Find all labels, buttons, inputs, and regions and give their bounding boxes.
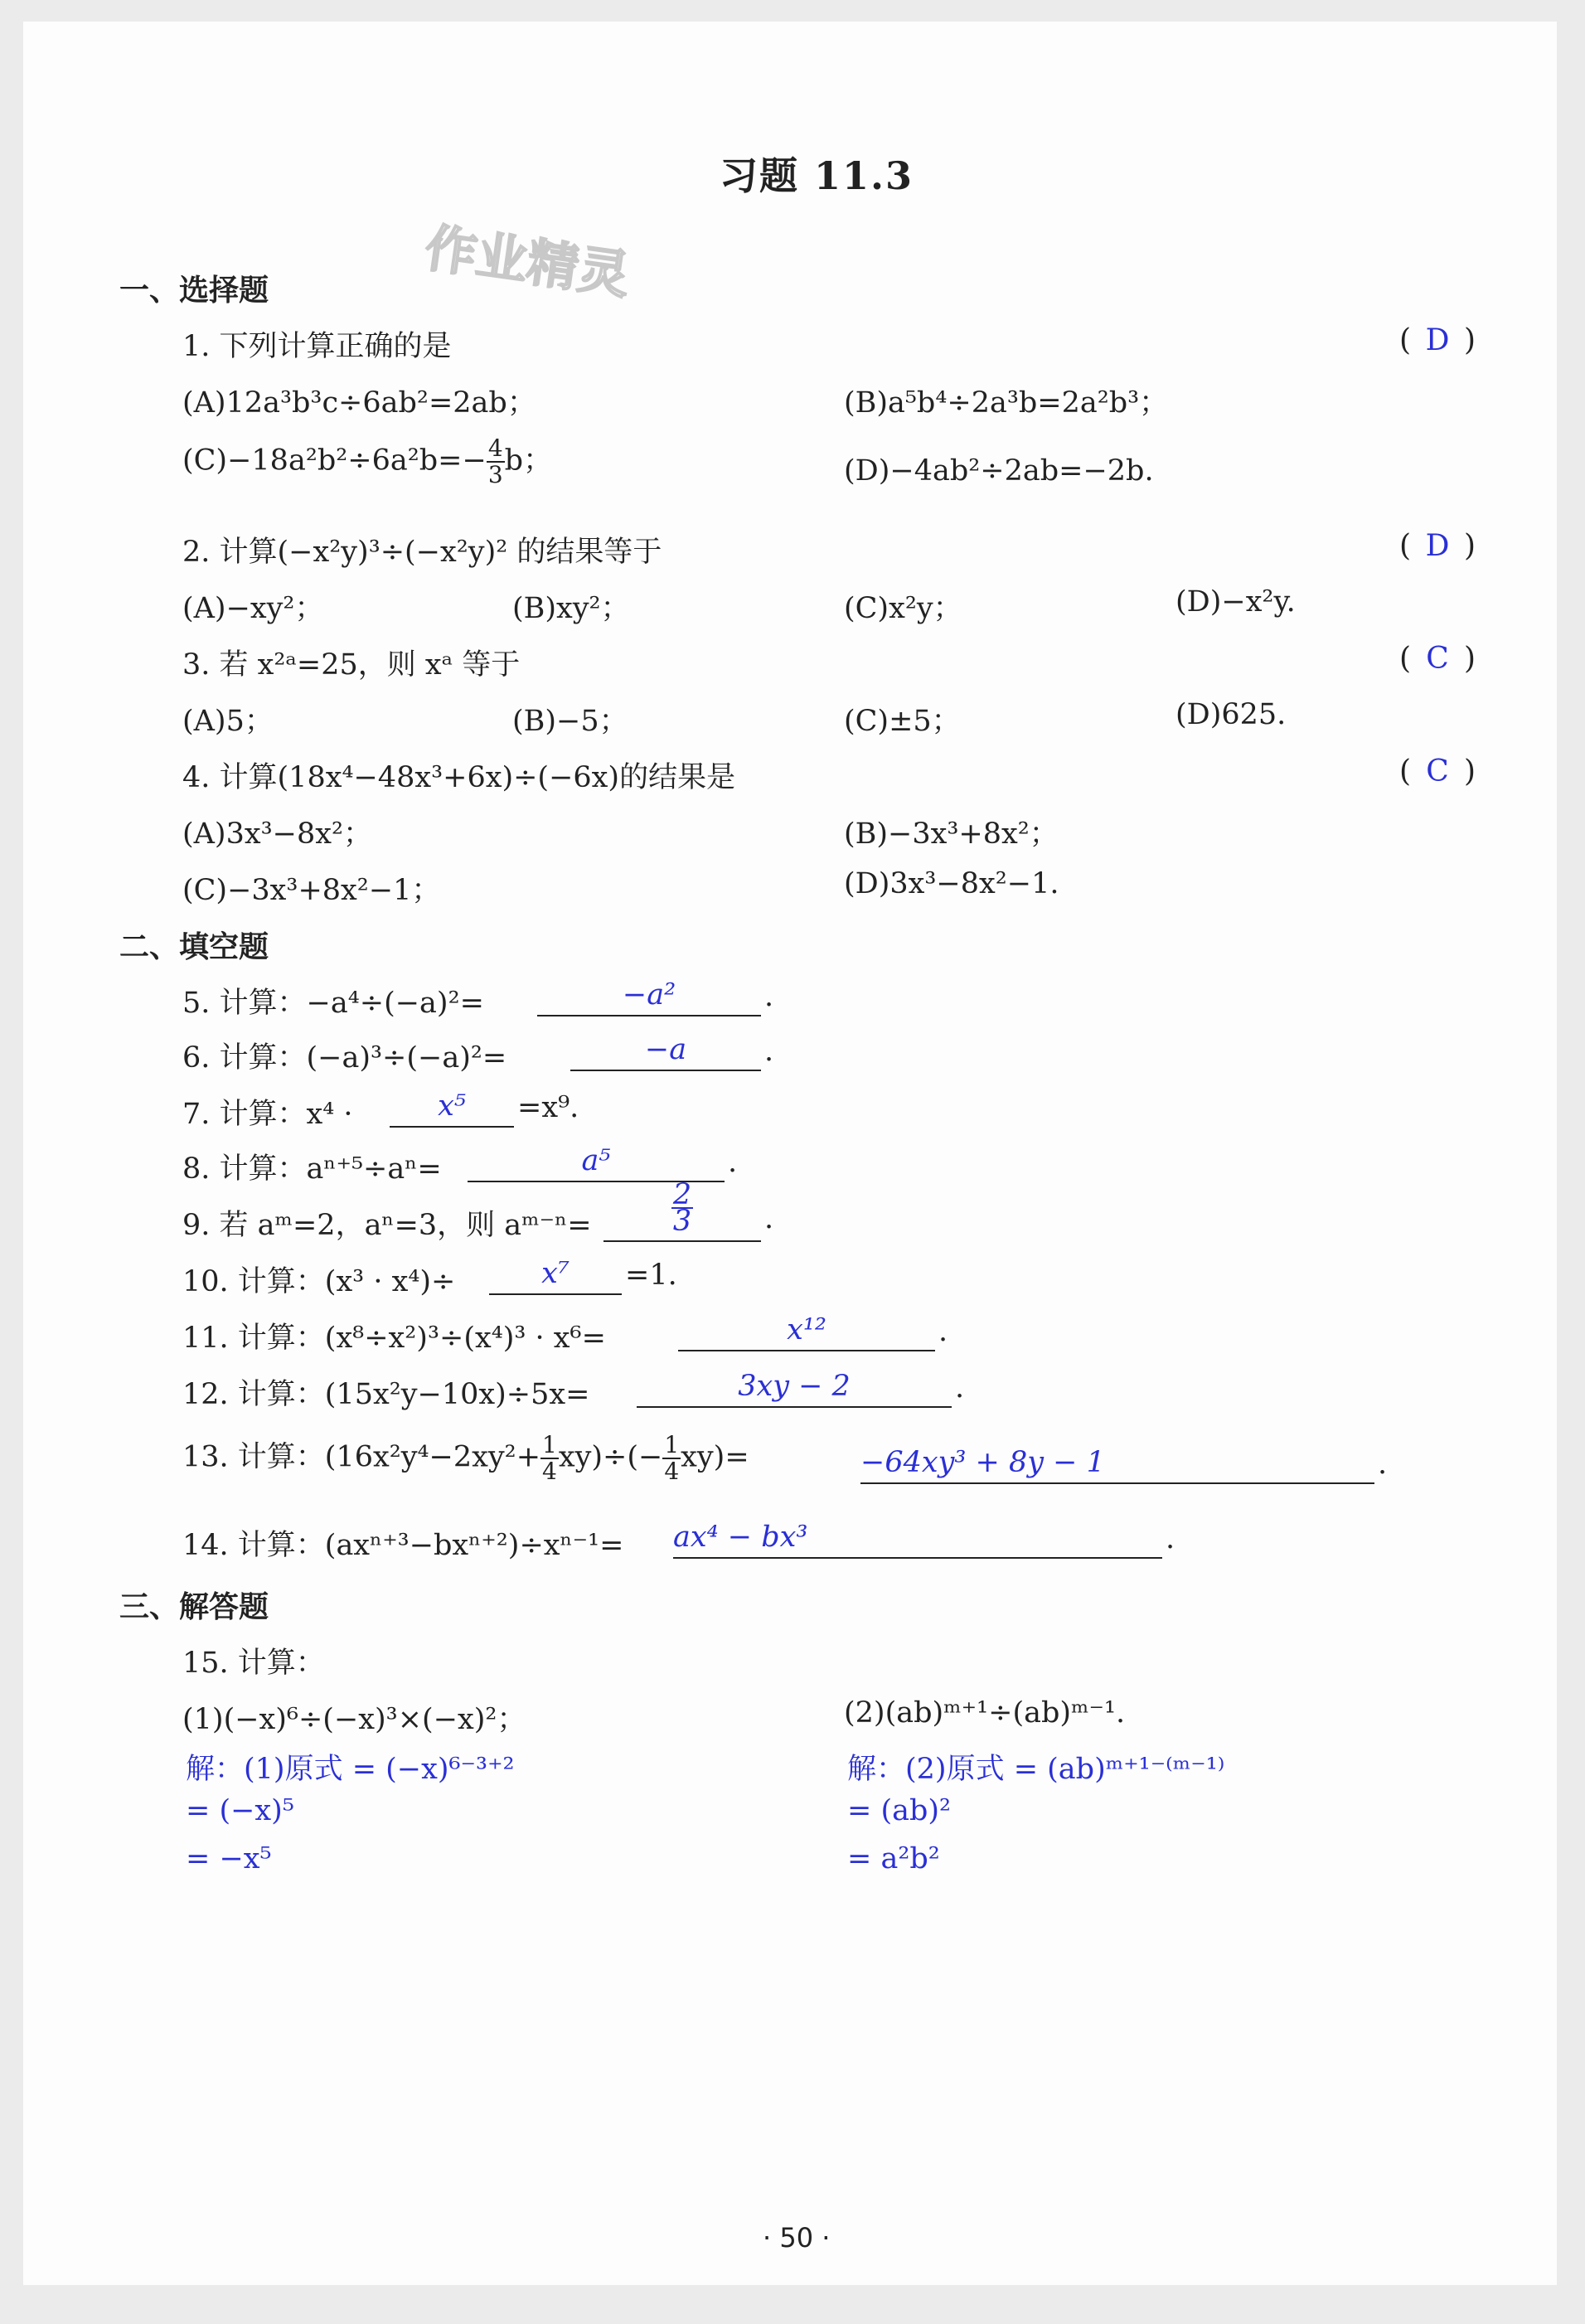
question-14-stem: 14. 计算：(axⁿ⁺³−bxⁿ⁺²)÷xⁿ⁻¹= (182, 1529, 624, 1562)
question-3-option-b: (B)−5； (512, 705, 628, 738)
question-12-answer: 3xy − 2 (738, 1370, 851, 1403)
section-heading-choice: 一、选择题 (119, 273, 269, 308)
question-9-answer-fraction (671, 1178, 693, 1238)
question-13-answer: −64xy³ + 8y − 1 (860, 1446, 1105, 1479)
fraction-denominator: 4 (542, 1458, 557, 1485)
question-13-answer-blank (860, 1446, 1374, 1484)
question-4-option-d: (D)3x³−8x²−1. (844, 867, 1059, 900)
question-12-end: . (955, 1371, 965, 1405)
question-8-answer: a⁵ (581, 1144, 611, 1177)
question-3-stem: 3. 若 x²ᵃ=25，则 xᵃ 等于 (182, 648, 521, 682)
question-6-answer-blank (570, 1033, 761, 1071)
question-9-end: . (764, 1202, 774, 1235)
fraction-numerator: 1 (664, 1431, 680, 1458)
question-8-end: . (728, 1146, 738, 1179)
question-11-end: . (938, 1315, 948, 1348)
question-5-stem: 5. 计算：−a⁴÷(−a)²= (182, 987, 484, 1020)
fraction-numerator: 2 (672, 1178, 692, 1211)
question-11-answer-blank (678, 1313, 935, 1351)
question-7-stem: 7. 计算：x⁴ · (182, 1098, 353, 1131)
question-10-stem: 10. 计算：(x³ · x⁴)÷ (182, 1265, 456, 1298)
question-1-option-c (182, 436, 552, 488)
question-2-option-c: (C)x²y； (844, 592, 962, 625)
question-3-option-a: (A)5； (182, 705, 274, 738)
question-1-option-b: (B)a⁵b⁴÷2a³b=2a²b³； (844, 386, 1169, 420)
question-14-end: . (1166, 1522, 1175, 1555)
section-heading-fill: 二、填空题 (119, 929, 269, 964)
question-5-answer-blank (537, 978, 761, 1016)
fraction-numerator: 4 (487, 434, 503, 462)
fraction-denominator: 4 (664, 1458, 680, 1485)
question-6-end: . (764, 1035, 774, 1068)
question-11-answer: x¹² (787, 1313, 826, 1346)
question-6-answer: −a (644, 1033, 687, 1066)
question-7-answer-blank (390, 1089, 514, 1128)
question-15-part-1: (1)(−x)⁶÷(−x)³×(−x)²； (182, 1703, 526, 1736)
question-15-part-2: (2)(ab)ᵐ⁺¹÷(ab)ᵐ⁻¹. (844, 1696, 1126, 1730)
question-13-stem-mid: xy)÷(− (558, 1440, 663, 1474)
question-1-option-a: (A)12a³b³c÷6ab²=2ab； (182, 386, 536, 420)
question-10-answer: x⁷ (541, 1257, 570, 1290)
question-4-option-b: (B)−3x³+8x²； (844, 818, 1059, 851)
question-9-answer-blank (603, 1178, 761, 1242)
question-15-stem: 15. 计算： (182, 1647, 325, 1680)
question-10-end: =1. (625, 1259, 677, 1292)
question-1-answer: D (1425, 323, 1450, 357)
question-14-answer-blank (673, 1521, 1162, 1559)
question-13-stem-post: xy)= (681, 1440, 749, 1474)
question-4-answer: C (1426, 754, 1449, 788)
solution-1-line-1: 解：(1)原式 = (−x)⁶⁻³⁺² (186, 1753, 515, 1786)
fraction-numerator: 1 (542, 1431, 557, 1458)
question-1-option-c-post: b； (504, 444, 553, 478)
question-11-stem: 11. 计算：(x⁸÷x²)³÷(x⁴)³ · x⁶= (182, 1322, 606, 1355)
question-7-end: =x⁹. (517, 1091, 579, 1124)
fraction (487, 436, 505, 488)
question-8-answer-blank (468, 1144, 725, 1182)
question-4-option-c: (C)−3x³+8x²−1； (182, 874, 441, 907)
page-number: · 50 · (763, 2222, 831, 2254)
page (23, 22, 1557, 2285)
solution-1-line-2: = (−x)⁵ (186, 1794, 294, 1827)
question-5-end: . (764, 980, 774, 1013)
fraction (540, 1433, 559, 1484)
question-14-answer: ax⁴ − bx³ (673, 1521, 808, 1554)
question-1-stem: 1. 下列计算正确的是 (182, 330, 452, 363)
question-2-option-d: (D)−x²y. (1175, 585, 1296, 619)
question-10-answer-blank (489, 1257, 622, 1295)
question-1-option-c-pre: (C)−18a²b²÷6a²b=− (182, 444, 487, 478)
question-2-answer: D (1425, 529, 1450, 563)
page-title: 习题 11.3 (720, 153, 914, 198)
fraction-denominator: 3 (672, 1205, 692, 1238)
question-2-option-b: (B)xy²； (512, 592, 630, 625)
question-12-stem: 12. 计算：(15x²y−10x)÷5x= (182, 1378, 590, 1411)
question-12-answer-blank (637, 1370, 952, 1408)
question-1-answer-bracket: ( D ) (1399, 323, 1476, 357)
section-heading-solve: 三、解答题 (119, 1589, 269, 1624)
fraction-denominator: 3 (487, 461, 503, 488)
question-13-stem-pre: 13. 计算：(16x²y⁴−2xy²+ (182, 1440, 541, 1474)
question-13-end: . (1378, 1448, 1388, 1481)
question-5-answer: −a² (622, 978, 676, 1012)
question-6-stem: 6. 计算：(−a)³÷(−a)²= (182, 1041, 507, 1075)
question-4-stem: 4. 计算(18x⁴−48x³+6x)÷(−6x)的结果是 (182, 761, 736, 794)
question-4-answer-bracket: ( C ) (1399, 754, 1476, 788)
question-2-answer-bracket: ( D ) (1399, 529, 1476, 563)
question-3-answer: C (1426, 642, 1449, 676)
fraction (662, 1433, 681, 1484)
question-4-option-a: (A)3x³−8x²； (182, 818, 372, 851)
watermark-logo: 作业精灵 (421, 217, 634, 306)
question-13-stem (182, 1433, 749, 1484)
question-7-answer: x⁵ (438, 1089, 466, 1123)
question-8-stem: 8. 计算：aⁿ⁺⁵÷aⁿ= (182, 1152, 442, 1186)
question-3-option-c: (C)±5； (844, 705, 961, 738)
solution-2-line-2: = (ab)² (847, 1794, 952, 1827)
solution-2-line-1: 解：(2)原式 = (ab)ᵐ⁺¹⁻⁽ᵐ⁻¹⁾ (847, 1753, 1225, 1786)
question-9-stem: 9. 若 aᵐ=2，aⁿ=3，则 aᵐ⁻ⁿ= (182, 1209, 592, 1242)
question-2-stem: 2. 计算(−x²y)³÷(−x²y)² 的结果等于 (182, 536, 662, 569)
solution-2-line-3: = a²b² (847, 1842, 940, 1875)
solution-1-line-3: = −x⁵ (186, 1842, 272, 1875)
question-2-option-a: (A)−xy²； (182, 592, 324, 625)
question-3-option-d: (D)625. (1175, 698, 1287, 731)
question-1-option-d: (D)−4ab²÷2ab=−2b. (844, 454, 1154, 488)
question-3-answer-bracket: ( C ) (1399, 642, 1476, 676)
